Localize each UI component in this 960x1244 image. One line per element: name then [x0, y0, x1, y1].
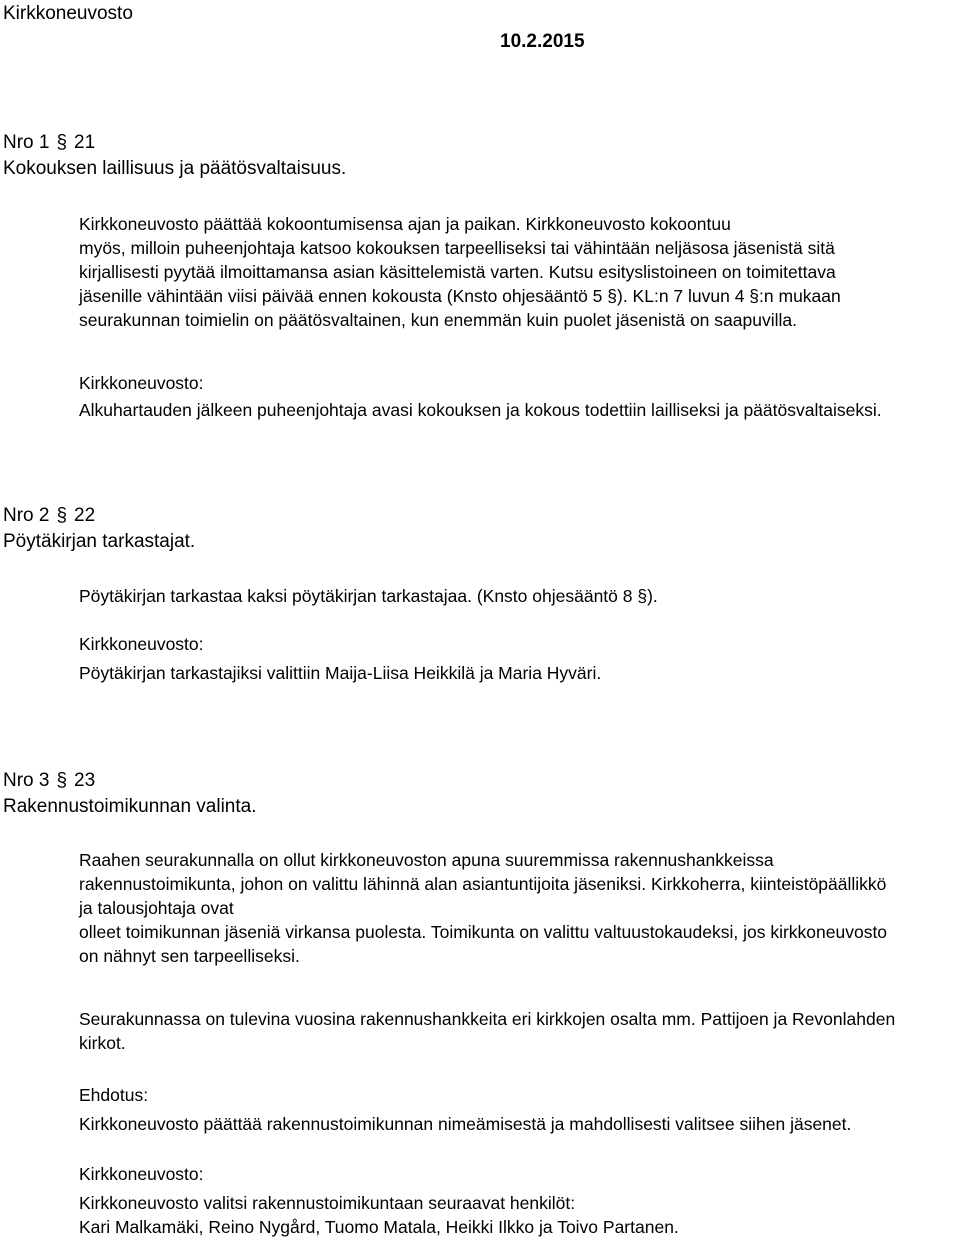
item-2-decision — [79, 661, 959, 685]
section-number: 22 — [74, 505, 96, 526]
decision-label-3: Kirkkoneuvosto: — [79, 1164, 204, 1184]
item-3-decision — [79, 1191, 959, 1239]
item-1-decision — [79, 398, 959, 422]
header-date: 10.2.2015 — [500, 31, 585, 52]
paragraph-line: myös, milloin puheenjohtaja katsoo kokouksen tarpeelliseksi tai vähintään neljäsosa jäsenistä sitä — [79, 238, 835, 258]
paragraph-line: Pöytäkirjan tarkastaa kaksi pöytäkirjan tarkastajaa. (Knsto ohjesääntö 8 §). — [79, 586, 658, 606]
paragraph-line: Raahen seurakunnalla on ollut kirkkoneuvoston apuna suuremmissa rakennushankkeissa — [79, 850, 774, 870]
item-heading-3 — [3, 768, 95, 793]
item-1-intro — [79, 212, 959, 332]
item-number: Nro 3 — [3, 770, 50, 791]
paragraph-line: ja talousjohtaja ovat — [79, 898, 234, 918]
item-number: Nro 2 — [3, 505, 50, 526]
section-number: 21 — [74, 132, 96, 153]
paragraph-line: Kirkkoneuvosto päättää kokoontumisensa ajan ja paikan. Kirkkoneuvosto kokoontuu — [79, 214, 731, 234]
item-heading-1 — [3, 130, 95, 155]
item-3-intro — [79, 848, 959, 968]
paragraph-line: Kirkkoneuvosto päättää rakennustoimikunnan nimeämisestä ja mahdollisesti valitsee siihen jäsenet. — [79, 1114, 852, 1134]
item-title-1: Kokouksen laillisuus ja päätösvaltaisuus. — [3, 158, 347, 179]
item-2-intro — [79, 584, 959, 608]
decision-label-2: Kirkkoneuvosto: — [79, 634, 204, 654]
proposal-label: Ehdotus: — [79, 1085, 149, 1105]
header-organization: Kirkkoneuvosto — [3, 3, 133, 24]
paragraph-line: jäsenille vähintään viisi päivää ennen kokousta (Knsto ohjesääntö 5 §). KL:n 7 luvun 4 §:n mukaan — [79, 286, 841, 306]
item-heading-2 — [3, 503, 95, 528]
paragraph-line: Seurakunnassa on tulevina vuosina rakennushankkeita eri kirkkojen osalta mm. Pattijoen ja Revonlahden — [79, 1009, 896, 1029]
item-title-3: Rakennustoimikunnan valinta. — [3, 796, 257, 817]
section-sign: § — [56, 505, 68, 526]
item-3-proposal — [79, 1112, 959, 1136]
paragraph-line: Pöytäkirjan tarkastajiksi valittiin Maija-Liisa Heikkilä ja Maria Hyväri. — [79, 663, 602, 683]
item-number: Nro 1 — [3, 132, 50, 153]
decision-label-1: Kirkkoneuvosto: — [79, 373, 204, 393]
paragraph-line: kirjallisesti pyytää ilmoittamansa asian käsittelemistä varten. Kutsu esityslistoineen on toimitettava — [79, 262, 836, 282]
item-title-2: Pöytäkirjan tarkastajat. — [3, 531, 196, 552]
paragraph-line: Kari Malkamäki, Reino Nygård, Tuomo Matala, Heikki Ilkko ja Toivo Partanen. — [79, 1217, 679, 1237]
section-number: 23 — [74, 770, 96, 791]
paragraph-line: Kirkkoneuvosto valitsi rakennustoimikuntaan seuraavat henkilöt: — [79, 1193, 576, 1213]
paragraph-line: seurakunnan toimielin on päätösvaltainen, kun enemmän kuin puolet jäsenistä on saapuvilla. — [79, 310, 797, 330]
paragraph-line: kirkot. — [79, 1033, 126, 1053]
paragraph-line: olleet toimikunnan jäseniä virkansa puolesta. Toimikunta on valittu valtuustokaudeksi, jos kirkkoneuvosto — [79, 922, 888, 942]
section-sign: § — [56, 770, 68, 791]
paragraph-line: rakennustoimikunta, johon on valittu lähinnä alan asiantuntijoita jäseniksi. Kirkkoherra, kiinteistöpäällikkö — [79, 874, 887, 894]
item-3-extra — [79, 1007, 959, 1055]
paragraph-line: Alkuhartauden jälkeen puheenjohtaja avasi kokouksen ja kokous todettiin lailliseksi ja päätösvaltaiseksi. — [79, 400, 882, 420]
paragraph-line: on nähnyt sen tarpeelliseksi. — [79, 946, 300, 966]
section-sign: § — [56, 132, 68, 153]
